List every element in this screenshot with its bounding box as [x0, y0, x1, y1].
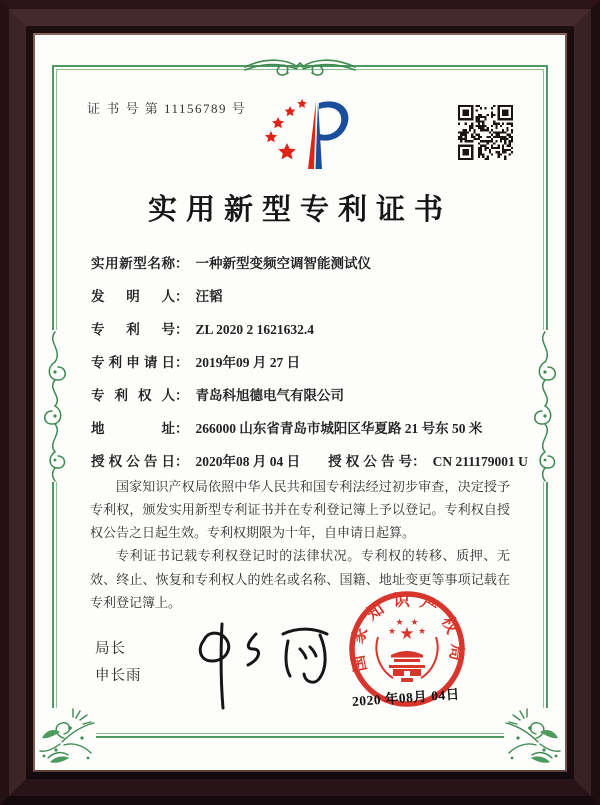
signature-icon [188, 618, 340, 716]
seal-text: 国家知识产权局 [347, 590, 467, 674]
colon: ： [175, 322, 189, 337]
colon: ： [175, 388, 189, 403]
colon: ： [175, 289, 189, 304]
legal-paragraph-1: 国家知识产权局依照中华人民共和国专利法经过初步审查，决定授予专利权，颁发实用新型专利证书并在专利登记簿上予以登记。专利权自授权公告之日起生效。专利权期限为十年，自申请日起算。 [90, 479, 510, 541]
field-label: 实用新型名称 [91, 256, 175, 271]
ornament-right-icon [532, 330, 559, 482]
svg-text:★: ★ [395, 618, 404, 628]
svg-text:★: ★ [399, 624, 415, 644]
field-label: 专利权人 [91, 388, 175, 403]
field-label: 专利申请日 [91, 355, 175, 370]
field-row-name [91, 254, 527, 273]
field-row-inventor [91, 287, 527, 306]
field-label: 专利号 [91, 322, 175, 337]
qr-code [458, 105, 513, 160]
colon: ： [175, 454, 189, 469]
director-title: 局长 [95, 641, 126, 657]
certificate-paper [35, 35, 565, 770]
colon: ： [175, 355, 189, 370]
field-value: 汪韬 [195, 289, 223, 304]
field-value: 266000 山东省青岛市城阳区华夏路 21 号东 50 米 [195, 421, 483, 436]
colon: ： [175, 421, 189, 436]
field-value: 2019年09 月 27 日 [195, 355, 301, 370]
colon: ： [412, 454, 426, 469]
field-row-filing-date [91, 353, 527, 372]
field-value: 青岛科旭德电气有限公司 [195, 388, 344, 403]
field-label: 发明人 [91, 289, 175, 304]
field-row-patent-no [91, 320, 527, 339]
field-value: ZL 2020 2 1621632.4 [195, 322, 315, 337]
certificate-number: 证 书 号 第 11156789 号 [87, 101, 247, 116]
svg-text:★: ★ [387, 627, 397, 637]
grant-date-value: 2020年08 月 04 日 [195, 454, 301, 469]
svg-text:★: ★ [410, 618, 419, 628]
legal-paragraph-2: 专利证书记载专利权登记时的法律状况。专利权的转移、质押、无效、终止、恢复和专利权人的姓名或名称、国籍、地址变更等事项记载在专利登记簿上。 [90, 548, 510, 610]
grant-no-value: CN 211179001 U [432, 454, 528, 469]
colon: ： [175, 256, 189, 271]
grant-date-label: 授权公告日 [91, 454, 175, 469]
field-row-address [91, 419, 527, 438]
signer-block [95, 636, 142, 690]
certificate-title: 实用新型专利证书 [147, 194, 452, 226]
field-row-grant [91, 452, 527, 471]
director-name: 申长雨 [95, 668, 142, 684]
field-value: 一种新型变频空调智能测试仪 [195, 256, 371, 271]
cnipa-logo-icon [247, 93, 353, 177]
field-list [91, 254, 527, 485]
ornament-left-icon [42, 330, 69, 482]
svg-text:★: ★ [417, 627, 427, 637]
field-label: 地址 [91, 421, 175, 436]
issue-date: 2020 年08月 04日 [351, 686, 461, 709]
ornament-bottom-left-icon [36, 708, 96, 764]
flourish-top-icon [242, 52, 358, 82]
ornament-bottom-right-icon [504, 708, 564, 764]
grant-no-label: 授权公告号 [328, 454, 413, 469]
field-row-patentee [91, 386, 527, 405]
